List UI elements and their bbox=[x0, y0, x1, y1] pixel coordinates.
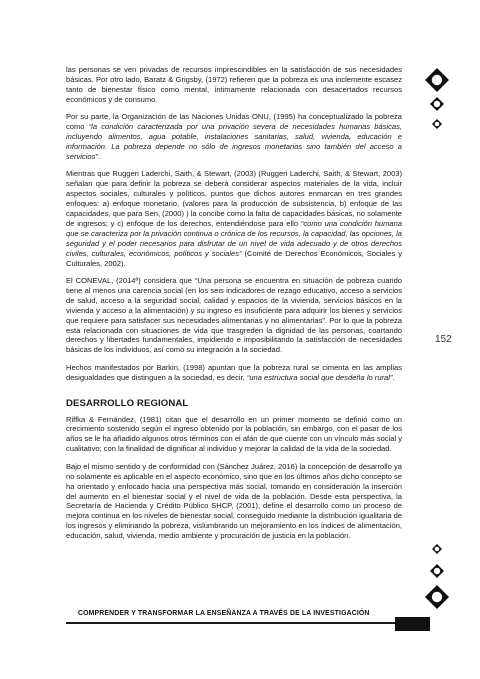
paragraph-5-quote: “una estructura social que desdeña lo rural” bbox=[246, 372, 393, 382]
paragraph-3 bbox=[66, 169, 402, 268]
section-heading: DESARROLLO REGIONAL bbox=[66, 397, 189, 409]
page-number: 152 bbox=[435, 334, 452, 345]
paragraph-1: las personas se ven privadas de recursos imprescindibles en la satisfacción de sus necesidades básicas. Por otro lado, Baratz & Grigsby, (1972) refieren que la pobreza es una inclemente escasez tanto de bienestar físico como mental, íntimamente relacionada con desacertados recursos económicos y de consumo. bbox=[66, 65, 402, 104]
diamond-ornament-icon bbox=[431, 543, 443, 555]
body-text bbox=[66, 65, 402, 549]
paragraph-4: El CONEVAL, (2014ª) considera que “Una persona se encuentra en situación de pobreza cuando tiene al menos una carencia social (en los seis indicadores de rezago educativo, acceso a servicios de salud, acceso a la seguridad social, calidad y espacios de la vivienda, servicios básicos en la vivienda y acceso a la alimentación) y su ingreso es insuficiente para adquirir los bienes y servicios que requiere para satisfacer sus necesidades alimentarias y no alimentarias”. Por lo que la pobreza esta relacionada con situaciones de vida que trasgreden la dignidad de las personas, coartando derechos y libertades fundamentales, impidiendo e imposibilitando la satisfacción de necesidades básicas de los individuos, así como su integración a la sociedad. bbox=[66, 276, 402, 355]
diamond-ornament-icon bbox=[424, 67, 450, 93]
footer-title: COMPRENDER Y TRANSFORMAR LA ENSEÑANZA A TRAVÉS DE LA INVESTIGACIÓN bbox=[78, 610, 370, 617]
paragraph-3-text: Mientras que Ruggeri Laderchi, Saith, & Stewart, (2003) (Ruggeri Laderchi, Saith, & Stewart, 2003) señalan que para definir la pobreza se deberá considerar aspectos materiales de la vida, incluir aspectos sociales, culturales y políticos, puntos que dichos autores enmarcan en tres grandes enfoques: a) enfoque monetario, (valores para la producción de subsistencia, b) enfoque de las capacidades, que para Sen, (2000) ) la concibe como la falta de capacidades básicas, no solamente de ingresos; y c) enfoque de los derechos, entendiéndose para ello bbox=[66, 169, 402, 228]
section-paragraph-2: Bajo el mismo sentido y de conformidad con (Sánchez Juárez, 2016) la concepción de desarrollo ya no solamente es aplicable en el aspecto económico, sino que en los últimos años dicho concepto se ha orientado y enfocado hacia una perspectiva más social, tomando en consideración la inserción del aumento en el bienestar social y el nivel de vida de la población. Desde esta perspectiva, la Secretaría de Hacienda y Crédito Público SHCP, (2001), define el desarrollo como un proceso de mejora continua en los niveles de bienestar social, conseguido mediante la distribución igualitaria de los ingresos y eliminando la pobreza, vislumbrando un mejoramiento en los índices de alimentación, educación, salud, vivienda, medio ambiente y procuración de justicia en la población. bbox=[66, 461, 402, 541]
diamond-ornament-icon bbox=[429, 563, 445, 579]
paragraph-2-end: . bbox=[97, 151, 100, 161]
paragraph-5-end: . bbox=[392, 372, 395, 382]
paragraph-2-quote: “la condición caracterizada por una privación severa de necesidades humanas básicas, incluyendo alimentos, agua potable, instalaciones sanitarias, salud, vivienda, educación e información. La pobreza depende no sólo de ingresos monetarios sino también del acceso a servicios” bbox=[66, 122, 402, 161]
paragraph-3-end: (Comité de Derechos Económicos, Sociales y Culturales, 2002). bbox=[66, 248, 402, 268]
footer-block bbox=[395, 617, 430, 631]
diamond-ornament-icon bbox=[431, 118, 443, 130]
footer-rule bbox=[66, 622, 396, 624]
paragraph-3-quote: “como una condición humana que se caracteriza por la privación continua o crónica de los recursos, la capacidad, las opciones, la seguridad y el poder necesarios para disfrutar de un nivel de vida adecuado y de otros derechos civiles, culturales, económicos, políticos y sociales” bbox=[66, 218, 402, 258]
paragraph-2 bbox=[66, 112, 402, 162]
section-paragraph-1: Riffka & Fernández, (1981) citan que el desarrollo en un primer momento se definió como un crecimiento sostenido según el ingreso obtenido por la población, sin embargo, con el pasar de los años se le ha añadido algunos otros términos con el afán de que cuente con un vínculo más social y cualitativo; con la finalidad de dignificar al individuo y mejorar la calidad de la vida de la sociedad. bbox=[66, 414, 402, 454]
diamond-ornament-icon bbox=[429, 96, 445, 112]
paragraph-2-text: Por su parte, la Organización de las Naciones Unidas ONU, (1995) ha conceptualizado la pobreza como bbox=[66, 112, 402, 132]
paragraph-5-text: Hechos manifestados por Barkin, (1998) apuntan que la pobreza rural se cimenta en las amplias desigualdades que distinguen a la sociedad, es decir, bbox=[66, 362, 402, 382]
diamond-ornament-icon bbox=[424, 584, 450, 610]
paragraph-5 bbox=[66, 363, 402, 383]
